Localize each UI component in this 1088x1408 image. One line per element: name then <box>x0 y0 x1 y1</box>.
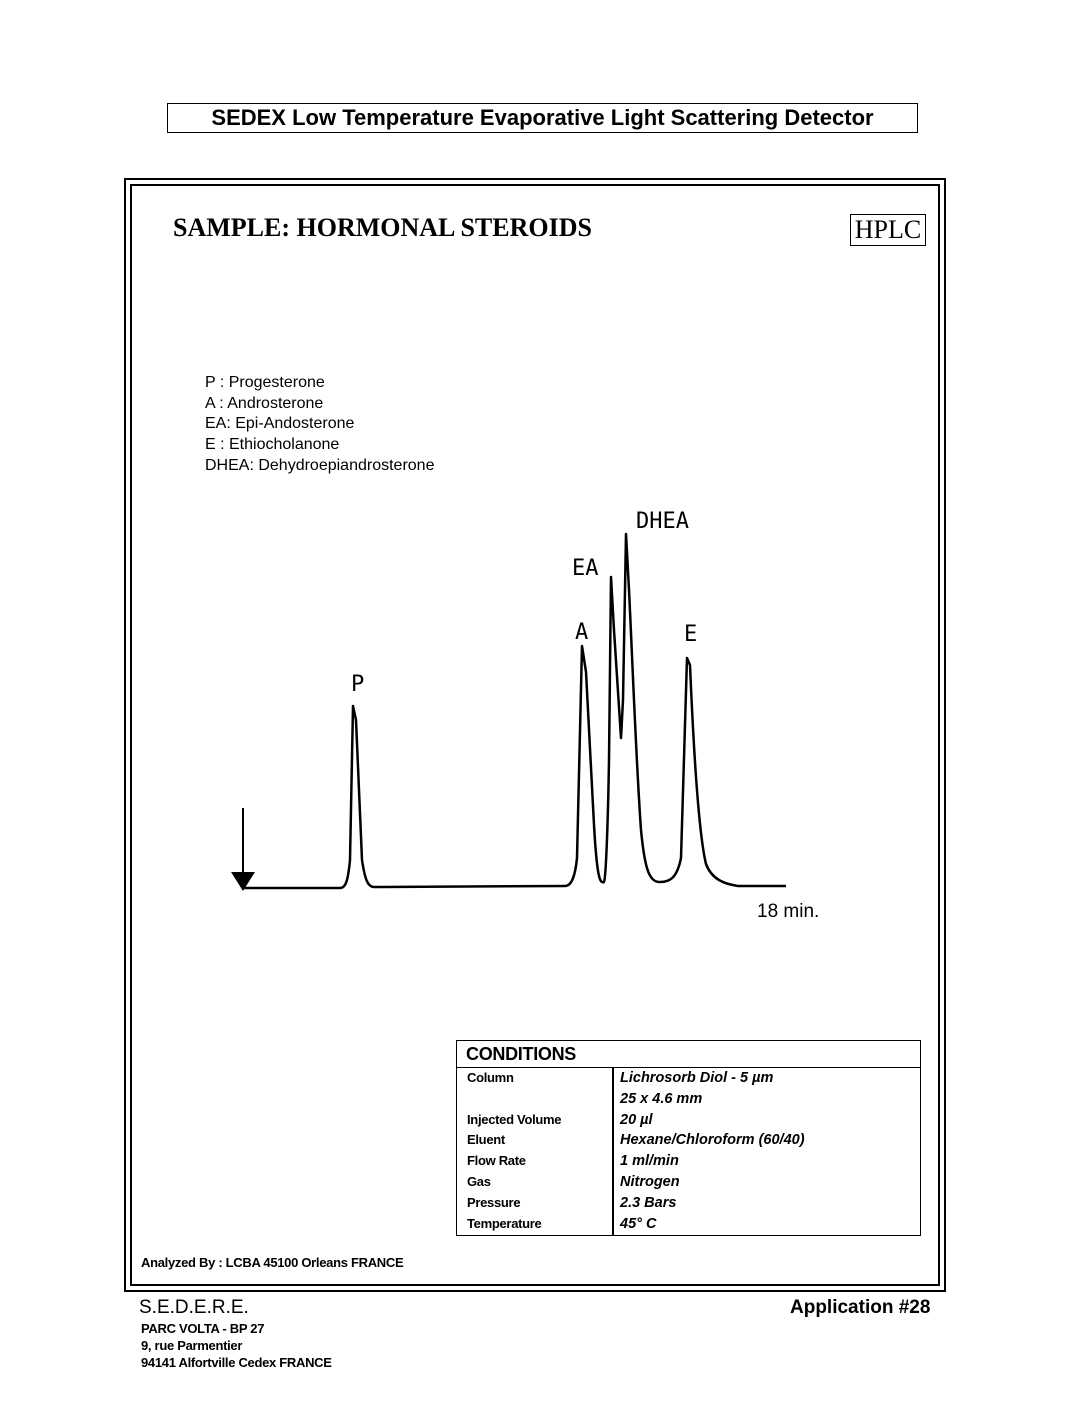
peak-label-dhea: DHEA <box>636 509 689 534</box>
condition-value: Hexane/Chloroform (60/40) <box>620 1132 805 1149</box>
conditions-heading: CONDITIONS <box>457 1041 920 1068</box>
condition-value: Lichrosorb Diol - 5 µm <box>620 1070 774 1086</box>
address-line: 94141 Alfortville Cedex FRANCE <box>141 1355 332 1370</box>
sample-title: SAMPLE: HORMONAL STEROIDS <box>173 213 592 242</box>
condition-value: 20 µl <box>620 1111 653 1128</box>
condition-key: Pressure <box>467 1194 521 1210</box>
condition-row-column-size <box>457 1091 920 1112</box>
peak-label-ea: EA <box>572 556 599 581</box>
condition-key: Temperature <box>467 1215 542 1231</box>
condition-row-flow-rate <box>457 1153 920 1174</box>
peak-label-a: A <box>575 620 589 645</box>
condition-key: Flow Rate <box>467 1153 526 1169</box>
application-number: Application #28 <box>790 1297 931 1318</box>
chromatogram-trace <box>243 534 786 888</box>
condition-row-pressure <box>457 1195 920 1216</box>
condition-row-injected-volume <box>457 1112 920 1133</box>
conditions-table <box>456 1040 921 1236</box>
condition-value: 45° C <box>620 1215 657 1232</box>
technique-badge: HPLC <box>850 214 926 246</box>
condition-key: Injected Volume <box>467 1111 562 1127</box>
address-line: PARC VOLTA - BP 27 <box>141 1321 265 1336</box>
legend-item-ethiocholanone: E : Ethiocholanone <box>205 436 340 454</box>
condition-value: 25 x 4.6 mm <box>620 1090 703 1107</box>
condition-key: Eluent <box>467 1132 505 1148</box>
legend-item-progesterone: P : Progesterone <box>205 374 325 391</box>
peak-label-p: P <box>351 672 365 697</box>
company-name: S.E.D.E.R.E. <box>139 1297 249 1318</box>
condition-key: Column <box>467 1070 514 1085</box>
legend-item-androsterone: A : Androsterone <box>205 394 324 412</box>
peak-label-e: E <box>684 622 698 647</box>
company-address <box>141 1320 332 1371</box>
condition-value: Nitrogen <box>620 1174 680 1190</box>
condition-row-eluent <box>457 1132 920 1153</box>
condition-key: Gas <box>467 1174 491 1189</box>
condition-row-gas <box>457 1174 920 1195</box>
document-header-title: SEDEX Low Temperature Evaporative Light Scattering Detector <box>167 103 918 133</box>
condition-value: 2.3 Bars <box>620 1194 677 1211</box>
address-line: 9, rue Parmentier <box>141 1338 243 1353</box>
time-axis-label: 18 min. <box>757 901 820 922</box>
analyzed-by: Analyzed By : LCBA 45100 Orleans FRANCE <box>141 1255 404 1270</box>
condition-value: 1 ml/min <box>620 1153 679 1170</box>
condition-row-temperature <box>457 1216 920 1237</box>
condition-row-column <box>457 1070 920 1091</box>
legend-item-dhea: DHEA: Dehydroepiandrosterone <box>205 456 435 474</box>
legend-item-epi-andosterone: EA: Epi-Andosterone <box>205 415 355 433</box>
